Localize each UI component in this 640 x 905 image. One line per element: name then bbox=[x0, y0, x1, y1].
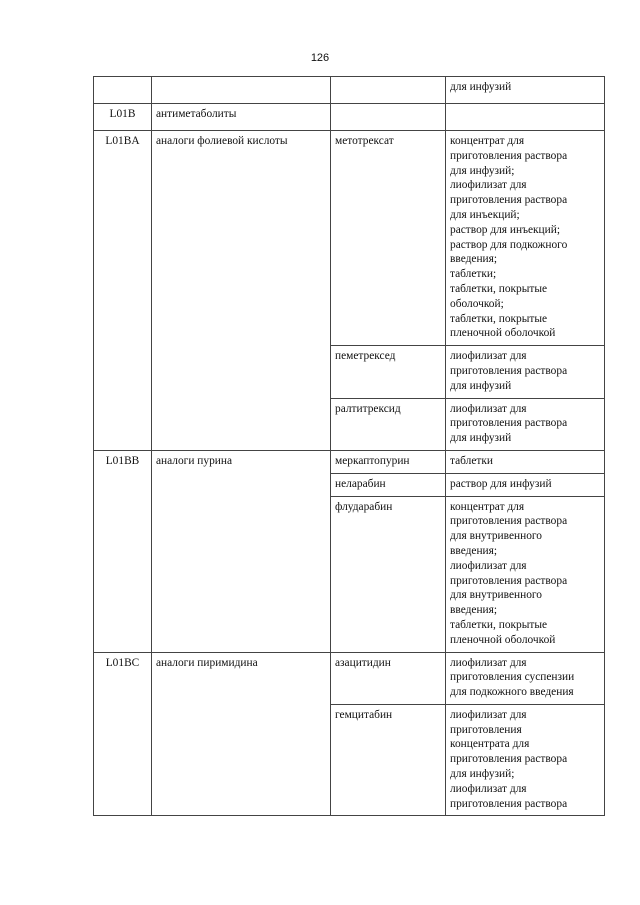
atc-code-cell: L01BA bbox=[94, 131, 152, 451]
dosage-form-line: концентрат для bbox=[450, 500, 525, 513]
dosage-form-line: для инфузий bbox=[450, 379, 512, 392]
atc-code-cell: L01BB bbox=[94, 450, 152, 652]
dosage-form-line: лиофилизат для bbox=[450, 656, 527, 669]
dosage-form-line: приготовления раствора bbox=[450, 753, 568, 766]
dosage-form-line: пленочной оболочкой bbox=[450, 327, 556, 340]
dosage-form-line: лиофилизат для bbox=[450, 350, 527, 363]
dosage-forms-cell bbox=[446, 496, 605, 652]
dosage-form-line: приготовления раствора bbox=[450, 364, 568, 377]
atc-code-cell: L01BC bbox=[94, 652, 152, 816]
page-number: 126 bbox=[310, 52, 330, 64]
drug-cell: неларабин bbox=[331, 473, 446, 496]
dosage-form-line: приготовления раствора bbox=[450, 574, 568, 587]
dosage-form-line: концентрата для bbox=[450, 738, 530, 751]
dosage-form-line: лиофилизат для bbox=[450, 402, 527, 415]
table-row bbox=[94, 77, 605, 104]
atc-code-cell bbox=[94, 77, 152, 104]
drug-table bbox=[93, 76, 605, 816]
group-cell: аналоги пиримидина bbox=[152, 652, 331, 816]
drug-cell: ралтитрексид bbox=[331, 398, 446, 450]
dosage-form-line: приготовления суспензии bbox=[450, 671, 575, 684]
dosage-forms-cell bbox=[446, 704, 605, 816]
dosage-form-line: лиофилизат для bbox=[450, 559, 527, 572]
dosage-forms-cell bbox=[446, 473, 605, 496]
dosage-form-line: приготовления раствора bbox=[450, 797, 568, 810]
drug-cell: метотрексат bbox=[331, 131, 446, 346]
dosage-form-line: раствор для инфузий bbox=[450, 477, 552, 490]
group-cell bbox=[152, 77, 331, 104]
dosage-form-line: таблетки bbox=[450, 454, 494, 467]
dosage-form-line: введения; bbox=[450, 604, 498, 617]
dosage-form-line: приготовления раствора bbox=[450, 417, 568, 430]
dosage-forms-cell bbox=[446, 104, 605, 131]
drug-cell bbox=[331, 104, 446, 131]
dosage-form-line: лиофилизат для bbox=[450, 782, 527, 795]
dosage-form-line: пленочной оболочкой bbox=[450, 633, 556, 646]
dosage-form-line: для инфузий; bbox=[450, 164, 515, 177]
dosage-form-line: раствор для подкожного bbox=[450, 238, 568, 251]
dosage-form-line: для внутривенного bbox=[450, 530, 542, 543]
dosage-form-line: лиофилизат для bbox=[450, 708, 527, 721]
group-cell: аналоги фолиевой кислоты bbox=[152, 131, 331, 451]
dosage-form-line: оболочкой; bbox=[450, 297, 504, 310]
drug-cell: азацитидин bbox=[331, 652, 446, 704]
dosage-form-line: приготовления раствора bbox=[450, 149, 568, 162]
dosage-form-line: раствор для инъекций; bbox=[450, 223, 561, 236]
table-row bbox=[94, 652, 605, 704]
dosage-form-line: для инъекций; bbox=[450, 208, 520, 221]
dosage-form-line: введения; bbox=[450, 544, 498, 557]
dosage-forms-cell bbox=[446, 450, 605, 473]
drug-cell: гемцитабин bbox=[331, 704, 446, 816]
dosage-form-line: лиофилизат для bbox=[450, 179, 527, 192]
dosage-form-line: приготовления раствора bbox=[450, 194, 568, 207]
dosage-form-line: таблетки, покрытые bbox=[450, 312, 548, 325]
drug-cell: меркаптопурин bbox=[331, 450, 446, 473]
dosage-form-line: для внутривенного bbox=[450, 589, 542, 602]
dosage-forms-cell bbox=[446, 77, 605, 104]
table-row bbox=[94, 450, 605, 473]
dosage-form-line: приготовления раствора bbox=[450, 515, 568, 528]
dosage-form-line: для инфузий bbox=[450, 432, 512, 445]
dosage-form-line: таблетки; bbox=[450, 268, 497, 281]
table-row bbox=[94, 131, 605, 346]
group-cell: антиметаболиты bbox=[152, 104, 331, 131]
dosage-forms-cell bbox=[446, 346, 605, 398]
dosage-form-line: введения; bbox=[450, 253, 498, 266]
drug-cell bbox=[331, 77, 446, 104]
drug-cell: флударабин bbox=[331, 496, 446, 652]
table-row bbox=[94, 104, 605, 131]
dosage-form-line: для подкожного введения bbox=[450, 686, 574, 699]
dosage-form-line: таблетки, покрытые bbox=[450, 618, 548, 631]
drug-cell: пеметрексед bbox=[331, 346, 446, 398]
dosage-form-line: для инфузий; bbox=[450, 768, 515, 781]
dosage-forms-cell bbox=[446, 652, 605, 704]
dosage-forms-cell bbox=[446, 398, 605, 450]
dosage-forms-cell bbox=[446, 131, 605, 346]
dosage-form-line: концентрат для bbox=[450, 135, 525, 147]
dosage-form-line: для инфузий bbox=[450, 81, 512, 93]
group-cell: аналоги пурина bbox=[152, 450, 331, 652]
atc-code-cell: L01B bbox=[94, 104, 152, 131]
dosage-form-line: приготовления bbox=[450, 723, 522, 736]
dosage-form-line: таблетки, покрытые bbox=[450, 282, 548, 295]
